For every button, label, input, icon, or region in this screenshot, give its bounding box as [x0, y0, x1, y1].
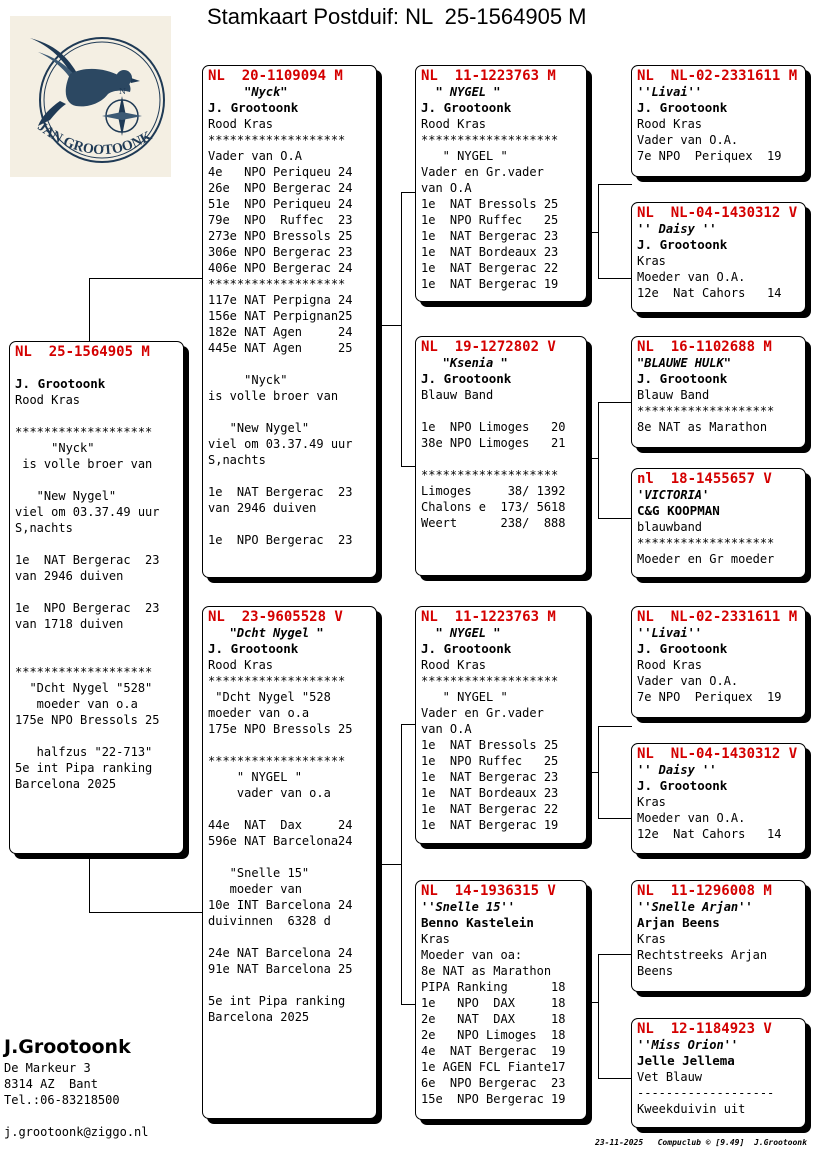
- card-text-line: 1e AGEN FCL Fiante17: [421, 1060, 566, 1074]
- card-text-line: 1e NAT Bergerac 23: [15, 553, 160, 567]
- card-text-line: Moeder van O.A.: [637, 270, 746, 284]
- card-text-line: "New Nygel": [208, 421, 310, 435]
- breeder-city: 8314 AZ Bant: [4, 1077, 98, 1091]
- card-text-line: 38e NPO Limoges 21: [421, 436, 566, 450]
- card-text-line: [15, 728, 178, 744]
- card-text-line: van O.A: [421, 722, 472, 736]
- card-text-line: 1e NAT Bressols 25: [421, 738, 559, 752]
- pigeon-name: ''Snelle Arjan'': [637, 900, 753, 914]
- ring-number: NL NL-02-2331611 M: [637, 68, 798, 84]
- footer-credit: 23-11-2025 Compuclub © [9.49] J.Grootoonk: [595, 1138, 807, 1147]
- connector-line: [587, 232, 599, 233]
- pigeon-name: ''Livai'': [637, 626, 703, 640]
- card-text-line: moeder van o.a: [15, 697, 138, 711]
- pigeon-compass-icon: [10, 16, 171, 177]
- breeder-phone: Tel.:06-83218500: [4, 1093, 120, 1107]
- card-text-line: Vader van O.A.: [637, 674, 739, 688]
- card-text-line: 1e NAT Bergerac 23: [421, 229, 559, 243]
- card-text-line: *******************: [208, 674, 346, 688]
- card-text-line: 8e NAT as Marathon: [637, 420, 768, 434]
- page-title: Stamkaart Postduif: NL 25-1564905 M: [207, 4, 587, 29]
- connector-line: [598, 726, 632, 727]
- card-text-line: Rood Kras: [637, 117, 703, 131]
- connector-line: [377, 325, 402, 326]
- card-text-line: 306e NPO Bergerac 23: [208, 245, 353, 259]
- card-text-line: is volle broer van: [15, 457, 153, 471]
- card-text-line: 445e NAT Agen 25: [208, 341, 353, 355]
- card-text-line: vader van o.a: [208, 786, 331, 800]
- card-text-line: "Nyck": [208, 373, 288, 387]
- pigeon-card-sire: [202, 65, 377, 578]
- card-text-line: Kras: [637, 932, 666, 946]
- card-text-line: [208, 849, 371, 865]
- connector-line: [587, 1002, 599, 1003]
- card-text-line: *******************: [421, 674, 559, 688]
- card-text-line: 1e NAT Bergerac 23: [421, 770, 559, 784]
- breeder-name: J.Grootoonk: [4, 1036, 131, 1058]
- card-text-line: van 2946 duiven: [15, 569, 124, 583]
- owner-name: Jelle Jellema: [637, 1053, 735, 1068]
- pigeon-card-ds-sire: [631, 606, 806, 718]
- owner-name: J. Grootoonk: [637, 237, 728, 252]
- card-text-line: 1e NAT Bergerac 22: [421, 802, 559, 816]
- card-text-line: Barcelona 2025: [15, 777, 117, 791]
- connector-line: [598, 818, 632, 819]
- pigeon-card-subject: [9, 341, 184, 854]
- card-text-line: 1e NPO Bergerac 23: [208, 533, 353, 547]
- card-text-line: 1e NPO Limoges 20: [421, 420, 566, 434]
- card-text-line: "Nyck": [15, 441, 95, 455]
- card-text-line: viel om 03.37.49 uur: [208, 437, 353, 451]
- breeder-info: [4, 1036, 131, 1108]
- card-text-line: 1e NAT Bordeaux 23: [421, 786, 559, 800]
- card-text-line: [15, 408, 178, 424]
- card-text-line: Vader van O.A.: [637, 133, 739, 147]
- card-text-line: "New Nygel": [15, 489, 117, 503]
- card-text-line: S,nachts: [15, 521, 73, 535]
- card-text-line: Moeder van O.A.: [637, 811, 746, 825]
- pigeon-card-sd-sire: [631, 336, 806, 448]
- card-text-line: "Snelle 15": [208, 866, 310, 880]
- ring-number: NL 20-1109094 M: [208, 68, 343, 84]
- pigeon-name: 'VICTORIA': [637, 488, 710, 502]
- ring-number: nl 18-1455657 V: [637, 471, 772, 487]
- card-text-line: 26e NPO Bergerac 24: [208, 181, 353, 195]
- owner-name: J. Grootoonk: [208, 100, 299, 115]
- ring-number: NL NL-04-1430312 V: [637, 205, 798, 221]
- card-text-line: Rood Kras: [421, 658, 487, 672]
- card-text-line: *******************: [637, 536, 775, 550]
- ring-number: NL 11-1223763 M: [421, 68, 556, 84]
- card-text-line: Rood Kras: [637, 658, 703, 672]
- card-text-line: 596e NAT Barcelona24: [208, 834, 353, 848]
- card-text-line: Vader van O.A: [208, 149, 302, 163]
- card-text-line: Limoges 38/ 1392: [421, 484, 566, 498]
- ring-number: NL 11-1223763 M: [421, 609, 556, 625]
- card-text-line: [208, 468, 371, 484]
- pigeon-card-dd-sire: [631, 880, 806, 992]
- card-text-line: Rood Kras: [15, 393, 81, 407]
- card-text-line: 175e NPO Bressols 25: [15, 713, 160, 727]
- card-text-line: Kras: [637, 795, 666, 809]
- card-text-line: 7e NPO Periquex 19: [637, 149, 782, 163]
- card-text-line: van 2946 duiven: [208, 501, 317, 515]
- connector-line: [598, 402, 632, 403]
- card-text-line: [15, 472, 178, 488]
- card-text-line: *******************: [208, 133, 346, 147]
- connector-line: [401, 192, 402, 466]
- connector-line: [89, 912, 203, 913]
- card-text-line: Blauw Band: [637, 388, 710, 402]
- ring-number: NL 11-1296008 M: [637, 883, 772, 899]
- card-text-line: Vader en Gr.vader: [421, 165, 544, 179]
- card-text-line: Rood Kras: [208, 658, 274, 672]
- card-text-line: Rood Kras: [421, 117, 487, 131]
- connector-line: [598, 954, 599, 1078]
- card-text-line: "Dcht Nygel "528: [208, 690, 331, 704]
- card-text-line: 2e NAT DAX 18: [421, 1012, 566, 1026]
- card-text-line: blauwband: [637, 520, 703, 534]
- pigeon-name: "BLAUWE HULK": [637, 356, 731, 370]
- card-text-line: Beens: [637, 964, 674, 978]
- connector-line: [587, 458, 599, 459]
- card-text-line: Rood Kras: [208, 117, 274, 131]
- card-text-line: *******************: [15, 425, 153, 439]
- owner-name: J. Grootoonk: [208, 641, 299, 656]
- card-text-line: [421, 451, 581, 467]
- card-text-line: " NYGEL ": [421, 149, 508, 163]
- card-text-line: Chalons e 173/ 5618: [421, 500, 566, 514]
- card-text-line: "Dcht Nygel "528": [15, 681, 153, 695]
- card-text-line: PIPA Ranking 18: [421, 980, 566, 994]
- card-text-line: [15, 536, 178, 552]
- card-text-line: *******************: [208, 277, 346, 291]
- card-text-line: Kweekduivin uit: [637, 1102, 746, 1116]
- pigeon-card-ss-dam: [631, 202, 806, 313]
- card-text-line: 10e INT Barcelona 24: [208, 898, 353, 912]
- breeder-email[interactable]: j.grootoonk@ziggo.nl: [4, 1125, 149, 1139]
- card-text-line: Blauw Band: [421, 388, 494, 402]
- ring-number: NL 12-1184923 V: [637, 1021, 772, 1037]
- card-text-line: 51e NPO Periqueu 24: [208, 197, 353, 211]
- owner-name: Arjan Beens: [637, 915, 720, 930]
- card-text-line: 12e Nat Cahors 14: [637, 827, 782, 841]
- pigeon-card-sire-sire: [415, 65, 587, 302]
- card-text-line: 1e NPO DAX 18: [421, 996, 566, 1010]
- card-text-line: 4e NAT Bergerac 19: [421, 1044, 566, 1058]
- card-text-line: 79e NPO Ruffec 23: [208, 213, 353, 227]
- connector-line: [377, 864, 402, 865]
- pigeon-card-dam: [202, 606, 377, 1119]
- card-text-line: [15, 360, 178, 376]
- owner-name: J. Grootoonk: [421, 100, 512, 115]
- card-text-line: [208, 801, 371, 817]
- card-text-line: 1e NAT Bergerac 23: [208, 485, 353, 499]
- card-text-line: 44e NAT Dax 24: [208, 818, 353, 832]
- card-text-line: Rechtstreeks Arjan: [637, 948, 768, 962]
- card-text-line: 1e NAT Bergerac 19: [421, 277, 559, 291]
- owner-name: J. Grootoonk: [637, 100, 728, 115]
- card-text-line: van O.A: [421, 181, 472, 195]
- ring-number: NL NL-04-1430312 V: [637, 746, 798, 762]
- card-text-line: [15, 648, 178, 664]
- card-text-line: 1e NAT Bressols 25: [421, 197, 559, 211]
- card-text-line: moeder van o.a: [208, 706, 310, 720]
- owner-name: J. Grootoonk: [15, 376, 106, 391]
- pigeon-card-dam-dam: [415, 880, 587, 1120]
- card-text-line: 1e NAT Bergerac 19: [421, 818, 559, 832]
- owner-name: J. Grootoonk: [637, 371, 728, 386]
- card-text-line: is volle broer van: [208, 389, 339, 403]
- card-text-line: 156e NAT Perpignan25: [208, 309, 353, 323]
- card-text-line: Vader en Gr.vader: [421, 706, 544, 720]
- owner-name: J. Grootoonk: [637, 778, 728, 793]
- card-text-line: " NYGEL ": [421, 690, 508, 704]
- card-text-line: 1e NPO Ruffec 25: [421, 213, 559, 227]
- pigeon-name: " NYGEL ": [421, 85, 501, 99]
- card-text-line: [15, 584, 178, 600]
- card-text-line: 15e NPO Bergerac 19: [421, 1092, 566, 1106]
- card-text-line: [15, 632, 178, 648]
- owner-name: Benno Kastelein: [421, 915, 534, 930]
- card-text-line: 4e NPO Periqueu 24: [208, 165, 353, 179]
- card-text-line: *******************: [208, 754, 346, 768]
- card-text-line: [421, 403, 581, 419]
- card-text-line: Vet Blauw: [637, 1070, 703, 1084]
- pigeon-card-ss-sire: [631, 65, 806, 177]
- card-text-line: [208, 977, 371, 993]
- card-text-line: " NYGEL ": [208, 770, 302, 784]
- ring-number: NL 23-9605528 V: [208, 609, 343, 625]
- card-text-line: viel om 03.37.49 uur: [15, 505, 160, 519]
- pigeon-card-dd-dam: [631, 1018, 806, 1128]
- card-text-line: Moeder en Gr moeder: [637, 552, 775, 566]
- card-text-line: [208, 929, 371, 945]
- card-text-line: *******************: [15, 665, 153, 679]
- owner-name: J. Grootoonk: [421, 641, 512, 656]
- svg-text:N: N: [119, 87, 126, 96]
- logo-text: JAN GROOTOONK: [34, 119, 155, 159]
- ring-number: NL 19-1272802 V: [421, 339, 556, 355]
- connector-line: [598, 184, 599, 278]
- card-text-line: 91e NAT Barcelona 25: [208, 962, 353, 976]
- owner-name: J. Grootoonk: [637, 641, 728, 656]
- card-text-line: 12e Nat Cahors 14: [637, 286, 782, 300]
- pigeon-name: '' Daisy '': [637, 763, 717, 777]
- card-text-line: [208, 356, 371, 372]
- card-text-line: 5e int Pipa ranking: [208, 994, 346, 1008]
- connector-line: [89, 278, 203, 279]
- connector-line: [598, 278, 632, 279]
- breeder-logo: [10, 16, 171, 177]
- ring-number: NL NL-02-2331611 M: [637, 609, 798, 625]
- pigeon-name: ''Snelle 15'': [421, 900, 515, 914]
- card-text-line: halfzus "22-713": [15, 745, 153, 759]
- card-text-line: Kras: [421, 932, 450, 946]
- card-text-line: [208, 737, 371, 753]
- card-text-line: *******************: [421, 468, 559, 482]
- connector-line: [89, 278, 90, 342]
- pigeon-name: ''Livai'': [637, 85, 703, 99]
- card-text-line: 117e NAT Perpigna 24: [208, 293, 353, 307]
- card-text-line: 2e NPO Limoges 18: [421, 1028, 566, 1042]
- card-text-line: Moeder van oa:: [421, 948, 523, 962]
- card-text-line: 182e NAT Agen 24: [208, 325, 353, 339]
- card-text-line: Barcelona 2025: [208, 1010, 310, 1024]
- pigeon-name: ''Miss Orion'': [637, 1038, 739, 1052]
- ring-number: NL 25-1564905 M: [15, 344, 150, 360]
- card-text-line: van 1718 duiven: [15, 617, 124, 631]
- ring-number: NL 16-1102688 M: [637, 339, 772, 355]
- pigeon-card-sire-dam: [415, 336, 587, 576]
- breeder-address: De Markeur 3: [4, 1061, 91, 1075]
- connector-line: [598, 1078, 632, 1079]
- pigeon-card-sd-dam: [631, 468, 806, 578]
- card-text-line: -------------------: [637, 1086, 775, 1100]
- card-text-line: moeder van: [208, 882, 302, 896]
- pigeon-name: "Dcht Nygel ": [208, 626, 324, 640]
- card-text-line: [208, 404, 371, 420]
- card-text-line: 5e int Pipa ranking: [15, 761, 153, 775]
- pigeon-card-ds-dam: [631, 743, 806, 854]
- pigeon-name: '' Daisy '': [637, 222, 717, 236]
- card-text-line: 273e NPO Bressols 25: [208, 229, 353, 243]
- connector-line: [89, 856, 90, 912]
- connector-line: [598, 402, 599, 518]
- card-text-line: 1e NAT Bergerac 22: [421, 261, 559, 275]
- connector-line: [587, 772, 599, 773]
- card-text-line: 1e NAT Bordeaux 23: [421, 245, 559, 259]
- card-text-line: 406e NPO Bergerac 24: [208, 261, 353, 275]
- card-text-line: *******************: [421, 133, 559, 147]
- card-text-line: 1e NPO Bergerac 23: [15, 601, 160, 615]
- pigeon-card-dam-sire: [415, 606, 587, 844]
- pigeon-name: " NYGEL ": [421, 626, 501, 640]
- card-text-line: duivinnen 6328 d: [208, 914, 331, 928]
- connector-line: [598, 184, 632, 185]
- card-text-line: 7e NPO Periquex 19: [637, 690, 782, 704]
- ring-number: NL 14-1936315 V: [421, 883, 556, 899]
- pigeon-name: "Nyck": [208, 85, 288, 99]
- card-text-line: 175e NPO Bressols 25: [208, 722, 353, 736]
- connector-line: [598, 518, 632, 519]
- card-text-line: 6e NPO Bergerac 23: [421, 1076, 566, 1090]
- card-text-line: [208, 516, 371, 532]
- connector-line: [598, 954, 632, 955]
- card-text-line: 24e NAT Barcelona 24: [208, 946, 353, 960]
- card-text-line: Weert 238/ 888: [421, 516, 566, 530]
- card-text-line: 8e NAT as Marathon: [421, 964, 552, 978]
- card-text-line: 1e NPO Ruffec 25: [421, 754, 559, 768]
- card-text-line: S,nachts: [208, 453, 266, 467]
- pigeon-name: "Ksenia ": [421, 356, 508, 370]
- owner-name: J. Grootoonk: [421, 371, 512, 386]
- card-text-line: *******************: [637, 404, 775, 418]
- card-text-line: Kras: [637, 254, 666, 268]
- owner-name: C&G KOOPMAN: [637, 503, 720, 518]
